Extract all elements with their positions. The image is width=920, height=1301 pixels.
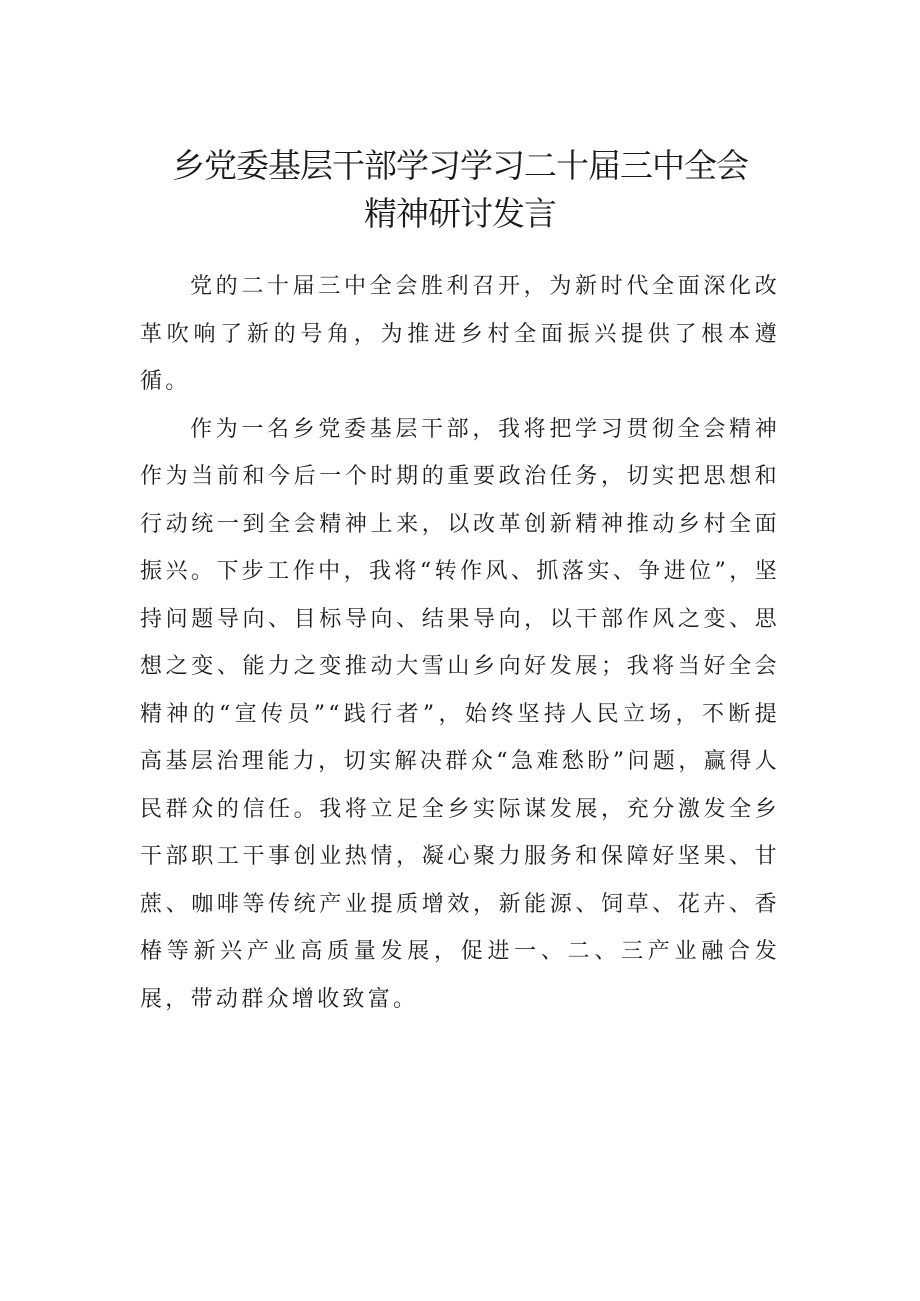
title-line-2: 精神研讨发言 [364, 194, 556, 233]
paragraph-1: 党的二十届三中全会胜利召开，为新时代全面深化改革吹响了新的号角，为推进乡村全面振兴提供了根本遵循。 [140, 274, 780, 394]
paragraph-2: 作为一名乡党委基层干部，我将把学习贯彻全会精神作为当前和今后一个时期的重要政治任务，切实把思想和行动统一到全会精神上来，以改革创新精神推动乡村全面振兴。下步工作中，我将“转作风、抓落实、争进位”，坚持问题导向、目标导向、结果导向，以干部作风之变、思想之变、能力之变推动大雪山乡向好发展；我将当好全会精神的“宣传员”“践行者”，始终坚持人民立场，不断提高基层治理能力，切实解决群众“急难愁盼”问题，赢得人民群众的信任。我将立足全乡实际谋发展，充分激发全乡干部职工干事创业热情，凝心聚力服务和保障好坚果、甘蔗、咖啡等传统产业提质增效，新能源、饲草、花卉、香椿等新兴产业高质量发展，促进一、二、三产业融合发展，带动群众增收致富。 [140, 416, 780, 1012]
document-body [140, 263, 780, 1023]
title-line-1: 乡党委基层干部学习学习二十届三中全会 [172, 146, 748, 185]
document-title [100, 142, 820, 238]
